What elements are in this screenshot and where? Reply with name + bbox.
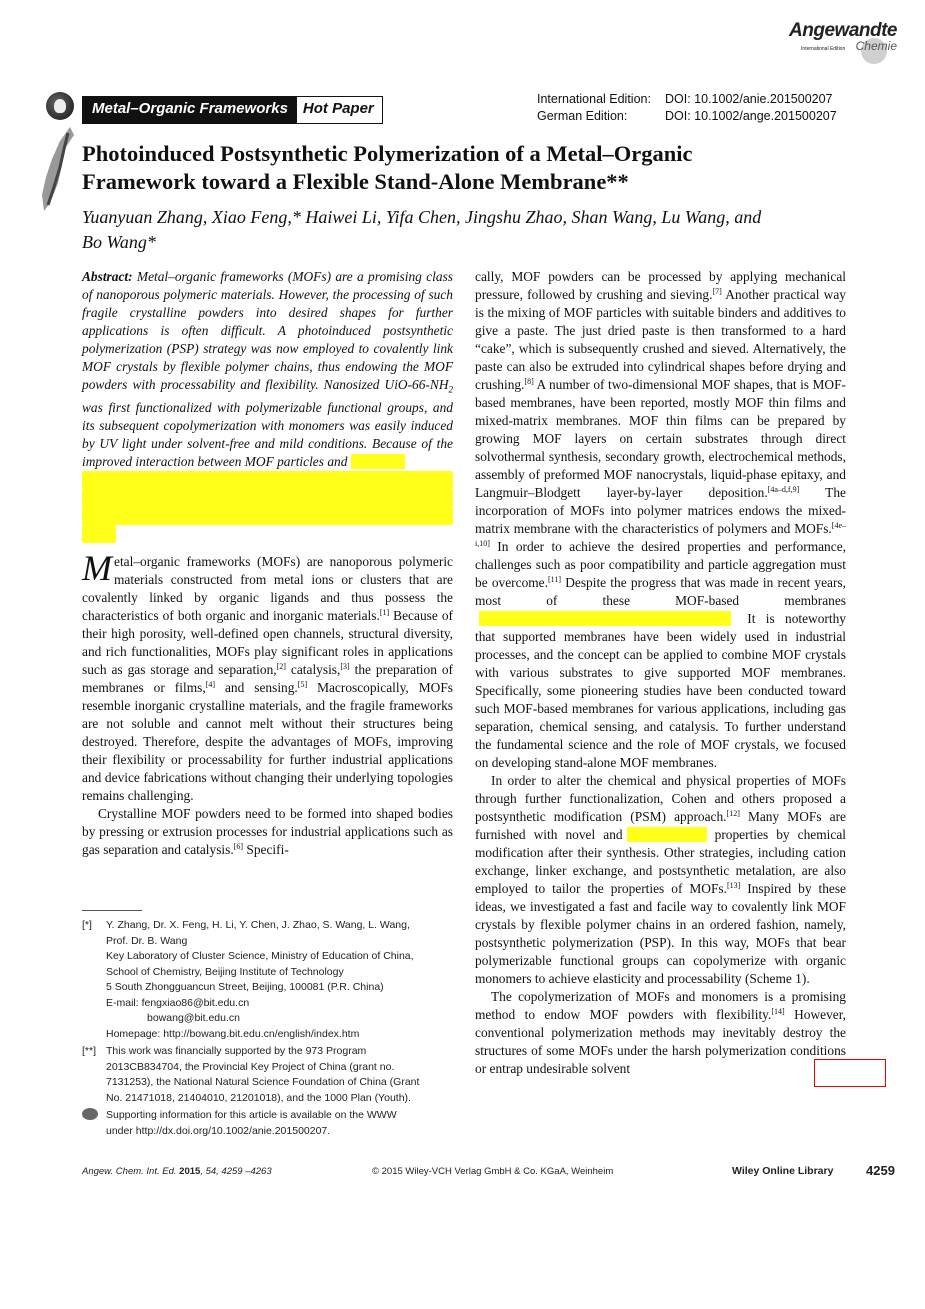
drop-cap: M [82, 547, 112, 588]
funding-note [82, 1044, 457, 1106]
annotation-box [814, 1059, 886, 1087]
ref-1[interactable]: [1] [379, 607, 390, 617]
footnote-line: Supporting information for this article is available on the WWW [106, 1109, 397, 1121]
left-column [82, 268, 453, 859]
footnotes [82, 918, 457, 1139]
abstract-label: Abstract: [82, 269, 133, 284]
ref-13[interactable]: [13] [726, 881, 741, 890]
highlight-mark [699, 611, 731, 626]
ref-8[interactable]: [8] [524, 377, 534, 386]
author-list [82, 205, 862, 255]
right-paragraph-2: In order to alter the chemical and physical properties of MOFs through further functionalization, Cohen and others proposed a postsynthetic modification (PSM) approach.[12] Many MOFs are furnished with novel and properties by chemical modification after their synthesis. Other strategies, including cation exchange, linker exchange, and postsynthetic metalation, are also employed to tailor the properties of MOFs.[13] Inspired by these ideas, we investigated a fast and facile way to covalently link MOF crystals by flexible polymer chains in an ordered fashion, namely, postsynthetic polymerization (PSP). In this way, MOFs that bear polymerizable functional groups can copolymerize with organic monomers to achieve elasticity and processability (Scheme 1). [475, 773, 846, 986]
ref-12[interactable]: [12] [726, 809, 740, 818]
footnote-line: 7131253), the National Natural Science Foundation of China (Grant [106, 1076, 420, 1088]
highlight-mark [351, 454, 405, 469]
ref-7[interactable]: [7] [712, 287, 722, 296]
footnote-line: No. 21471018, 21404010, 21201018), and the 1000 Plan (Youth). [106, 1091, 411, 1104]
article-title [82, 140, 842, 196]
section-name: Metal–Organic Frameworks [83, 97, 297, 123]
abstract-text-2: was first functionalized with polymerizable functional groups, and its subsequent copolymerization with monomers was easily induced by UV light under solvent-free and mild conditions. Because of the improved interaction between MOF particles and [82, 399, 453, 469]
right-column [475, 268, 846, 1078]
highlight-mark [627, 827, 707, 842]
ref-3[interactable]: [3] [340, 661, 350, 671]
supporting-info-note [82, 1108, 457, 1139]
footnote-line: Prof. Dr. B. Wang [106, 934, 188, 947]
supporting-info-icon [82, 1108, 98, 1120]
footnote-line: Y. Zhang, Dr. X. Feng, H. Li, Y. Chen, J. Zhao, S. Wang, L. Wang, [106, 919, 410, 931]
copyright: © 2015 Wiley-VCH Verlag GmbH & Co. KGaA, Weinheim [372, 1166, 614, 1177]
wiley-online-library[interactable]: Wiley Online Library [732, 1165, 834, 1177]
footnote-rule [82, 910, 142, 911]
ref-14[interactable]: [14] [771, 1007, 785, 1016]
right-paragraph-1: cally, MOF powders can be processed by applying mechanical pressure, followed by crushing and sieving.[7] Another practical way is the mixing of MOF particles with suitable binders and additives to give a paste. The just dried paste is then transformed to a hard “cake”, which is subsequently crushed and sieved. Alternatively, the paste can also be extruded into cylindrical shapes before drying and crushing.[8] A number of two-dimensional MOF shapes, that is MOF-based membranes, have been reported, mostly MOF thin films and mixed-matrix membranes. MOF thin films can be prepared by growing MOF layers on certain substrates through direct solvothermal synthesis, secondary growth, electrochemical methods, assembly of preformed MOF nanocrystals, liquid-phase epitaxy, and Langmuir–Blodgett layer-by-layer deposition.[4a–d,f,9] The incorporation of MOFs into polymer matrices endows the mixed-matrix membrane with the characteristics of polymers and MOFs.[4e–i,10] In order to achieve the desired properties and performance, challenges such as poor compatibility and particle aggregation must be overcome.[11] Despite the progress that was made in recent years, most of these MOF-based membranes It is noteworthy that supported membranes have been widely used in industrial processes, and the concept can be applied to combine MOF crystals with various substrates to give supported MOF membranes. Specifically, some pioneering studies have been conducted toward such MOF-based membranes for various applications, including gas separation, chemical sensing, and catalysis. To further understand the fundamental science and the role of MOF crystals, we focused on developing stand-alone MOF membranes. [475, 269, 846, 770]
footnote-line: School of Chemistry, Beijing Institute of Technology [106, 965, 344, 978]
authors-line-2: Bo Wang* [82, 232, 156, 252]
ref-10[interactable]: [4e–i,10] [475, 521, 846, 548]
ref-2[interactable]: [2] [276, 661, 286, 671]
ref-5[interactable]: [5] [297, 679, 308, 689]
journal-logo-title: Angewandte [789, 20, 897, 41]
citation: Angew. Chem. Int. Ed. 2015, 54, 4259 –4263 [82, 1166, 272, 1177]
footnote-tag: [**] [82, 1045, 97, 1057]
homepage-link[interactable]: Homepage: http://bowang.bit.edu.cn/english/index.htm [106, 1027, 360, 1040]
footnote-line: 5 South Zhongguancun Street, Beijing, 100081 (P.R. China) [106, 981, 384, 993]
email-link[interactable]: bowang@bit.edu.cn [147, 1012, 240, 1024]
doi-block [537, 91, 837, 125]
footnote-tag: [*] [82, 919, 92, 931]
highlight-mark [479, 611, 699, 626]
intro-paragraph-1: Metal–organic frameworks (MOFs) are nanoporous polymeric materials constructed from metal ions or clusters that are covalently linked by organic ligands and thus possess the characteristics of both organic and inorganic materials.[1] Because of their high porosity, well-defined open channels, structural diversity, and rich functionalities, MOFs play significant roles in applications such as gas storage and separation,[2] catalysis,[3] the preparation of membranes or films,[4] and sensing.[5] Macroscopically, MOFs resemble inorganic crystalline materials, and the fragile frameworks are not soluble and cannot melt without their structures being destroyed. Therefore, despite the advantages of MOFs, improving their flexibility or processability for further industrial applications and device fabrications without changing their underlying topologies remains challenging. [82, 547, 453, 803]
title-line-1: Photoinduced Postsynthetic Polymerization of a Metal–Organic [82, 141, 693, 166]
ref-11[interactable]: [11] [547, 575, 562, 584]
section-label [82, 96, 383, 124]
page-number: 4259 [866, 1163, 895, 1178]
abstract-redacted-highlight [82, 471, 453, 543]
authors-line-1: Yuanyuan Zhang, Xiao Feng,* Haiwei Li, Yifa Chen, Jingshu Zhao, Shan Wang, Lu Wang, and [82, 207, 762, 227]
intl-edition-label: International Edition: [537, 92, 651, 106]
german-doi-link[interactable]: DOI: 10.1002/ange.201500207 [665, 109, 837, 123]
side-tab-graphic [40, 125, 76, 215]
section-badge-icon [46, 92, 74, 120]
affiliation-note [82, 918, 457, 1042]
supporting-info-link[interactable]: under http://dx.doi.org/10.1002/anie.201500207. [106, 1124, 331, 1137]
journal-logo-chemie: Chemie [855, 39, 897, 53]
abstract-text-1: Metal–organic frameworks (MOFs) are a promising class of nanoporous polymeric materials. However, the processing of such fragile crystalline powders into desired shapes for further applications is often difficult. A photoinduced postsynthetic polymerization (PSP) strategy was now employed to covalently link MOF crystals by flexible polymer chains, thus endowing the MOF powders with processability and flexibility. Nanosized UiO-66-NH [82, 269, 453, 392]
german-edition-label: German Edition: [537, 109, 628, 123]
title-line-2: Framework toward a Flexible Stand-Alone Membrane** [82, 169, 629, 194]
ref-9[interactable]: [4a–d,f,9] [767, 485, 800, 494]
journal-logo [789, 20, 897, 53]
footnote-line: 2013CB834704, the Provincial Key Project of China (grant no. [106, 1060, 395, 1073]
ref-6[interactable]: [6] [233, 841, 244, 851]
intl-doi-link[interactable]: DOI: 10.1002/anie.201500207 [665, 92, 833, 106]
intro-paragraph-2: Crystalline MOF powders need to be formed into shaped bodies by pressing or extrusion processes for industrial applications such as gas separation and catalysis.[6] Specifi- [82, 805, 453, 857]
email-link[interactable]: E-mail: fengxiao86@bit.edu.cn [106, 996, 250, 1009]
journal-logo-edition: International Edition [801, 46, 846, 52]
ref-4[interactable]: [4] [205, 679, 215, 689]
abstract [82, 268, 453, 471]
footnote-line: This work was financially supported by the 973 Program [106, 1045, 367, 1057]
abstract-subscript: 2 [448, 384, 453, 395]
right-paragraph-3: The copolymerization of MOFs and monomers is a promising method to endow MOF powders with flexibility.[14] However, conventional polymerization methods may inevitably destroy the structures of some MOFs under the harsh polymerization conditions or entrap undesirable solvent [475, 989, 846, 1076]
footnote-line: Key Laboratory of Cluster Science, Ministry of Education of China, [106, 950, 414, 962]
paper-type: Hot Paper [297, 97, 382, 123]
